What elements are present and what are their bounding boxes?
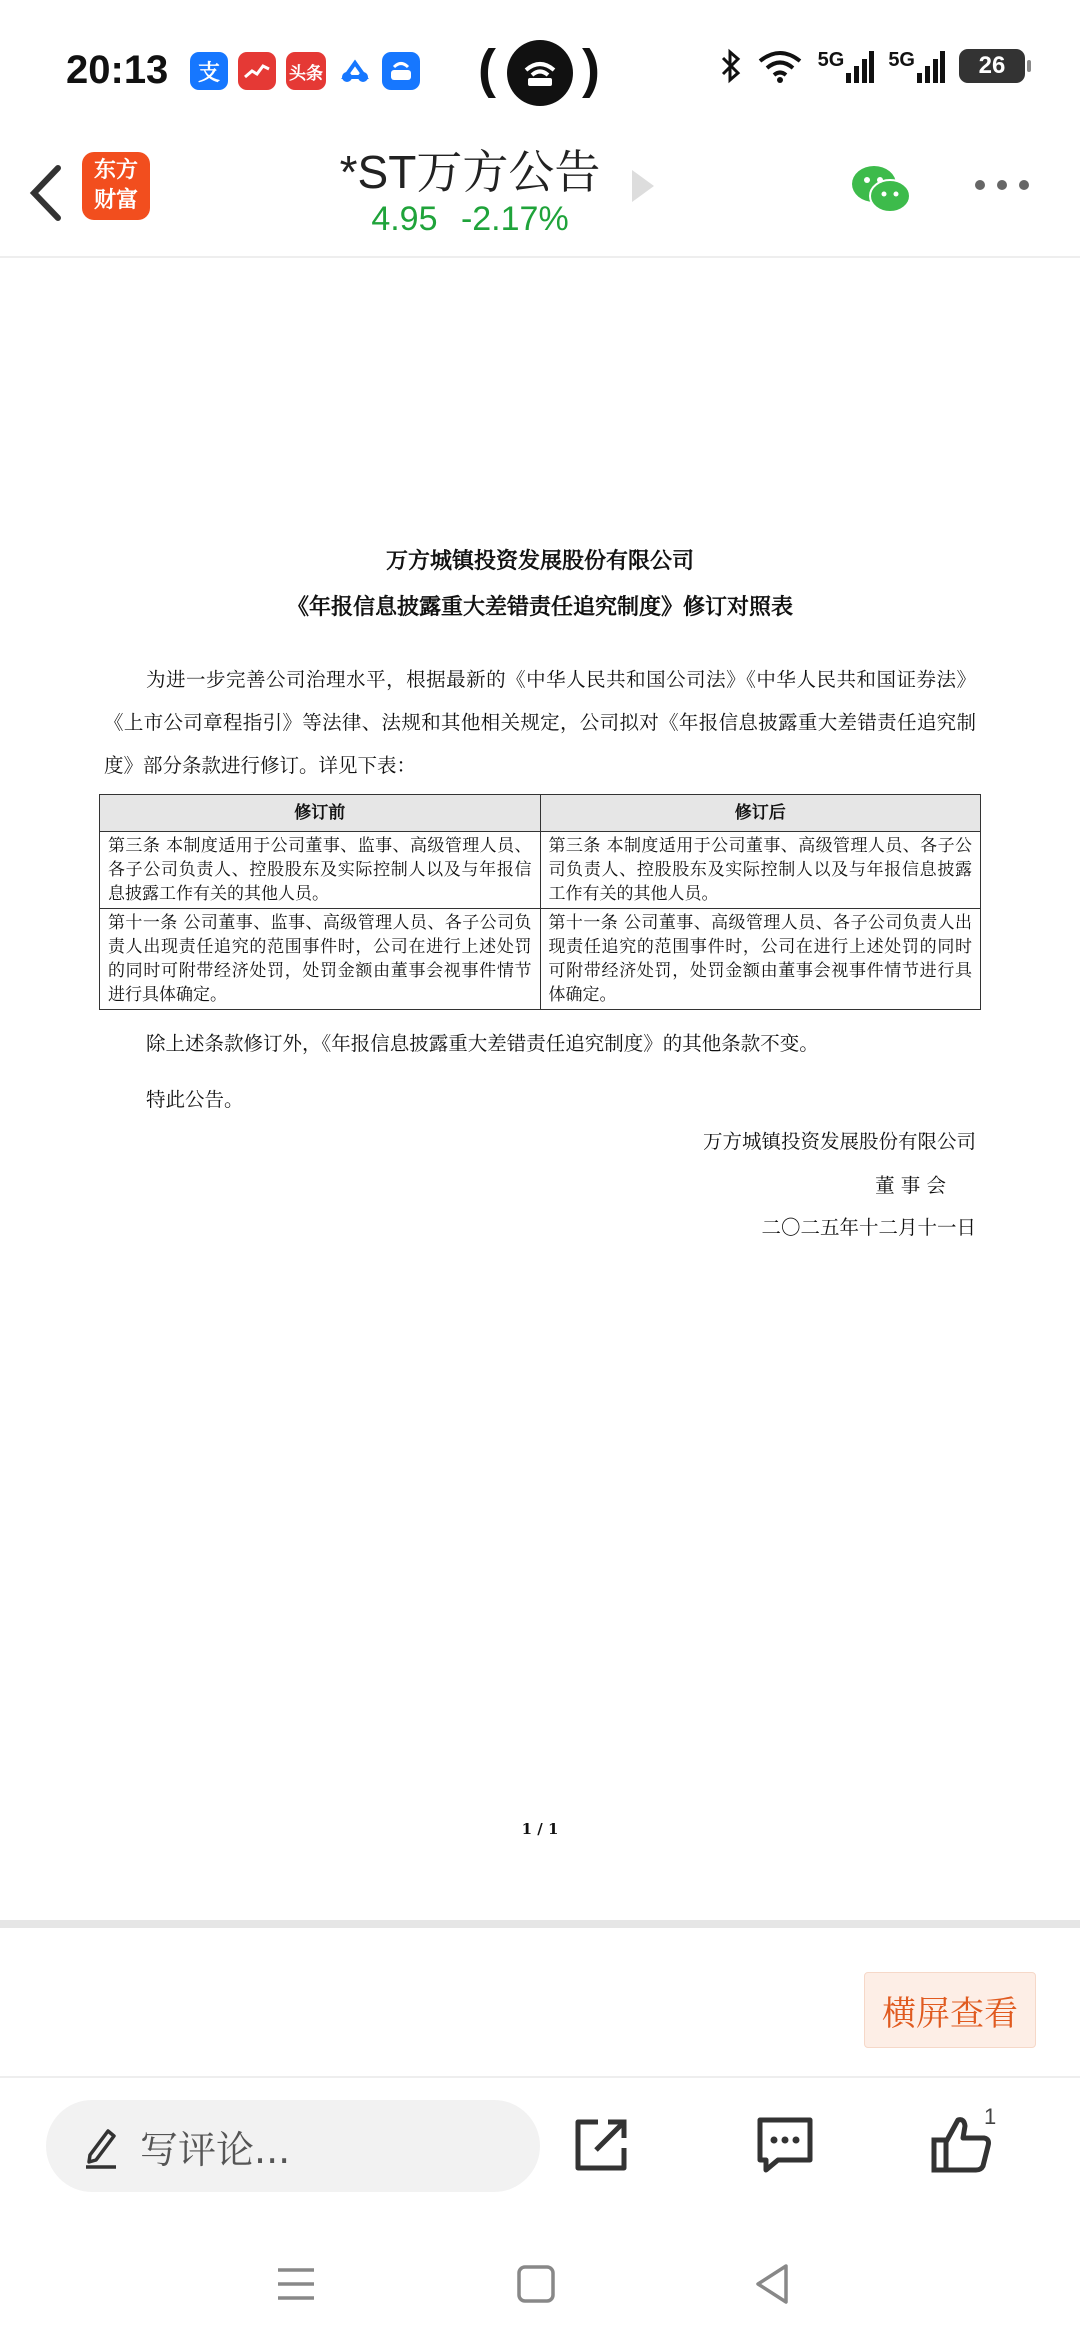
toolbar-divider (0, 2076, 1080, 2078)
router-app-icon (382, 52, 420, 90)
signal-icon-2: 5G (888, 49, 945, 83)
comment-input[interactable] (46, 2100, 540, 2192)
content-divider (0, 1920, 1080, 1928)
table-cell: 第三条 本制度适用于公司董事、监事、高级管理人员、各子公司负责人、控股股东及实际控制人以及与年报信息披露工作有关的其他人员。 (100, 832, 541, 909)
stock-app-icon (238, 52, 276, 90)
play-arrow-icon[interactable] (632, 170, 654, 202)
pencil-icon (82, 2123, 120, 2169)
table-header-before: 修订前 (100, 795, 541, 832)
system-nav-bar (0, 2240, 1080, 2340)
comment-placeholder: 写评论... (140, 2127, 291, 2172)
menu-nav-icon[interactable] (276, 2264, 316, 2304)
toutiao-icon: 头条 (286, 52, 326, 90)
signal-icon-1: 5G (818, 49, 875, 83)
table-row (100, 909, 981, 1010)
table-cell: 第三条 本制度适用于公司董事、高级管理人员、各子公司负责人、控股股东及实际控制人以及与年报信息披露工作有关的其他人员。 (540, 832, 981, 909)
hotspot-pill (485, 38, 595, 108)
table-header-row (100, 795, 981, 832)
bluetooth-icon (720, 48, 742, 84)
stock-change: -2.17% (460, 200, 569, 238)
battery-icon: 26 (959, 49, 1025, 83)
after-table-text: 除上述条款修订外，《年报信息披露重大差错责任追究制度》的其他条款不变。 (146, 1032, 819, 1055)
comments-icon[interactable] (752, 2112, 818, 2178)
landscape-view-button[interactable]: 横屏查看 (864, 1972, 1036, 2048)
closing-text: 特此公告。 (146, 1088, 244, 1111)
signature-board: 董 事 会 (875, 1174, 946, 1197)
announcement-document (0, 258, 1080, 1918)
app-header (0, 130, 1080, 258)
share-icon[interactable] (568, 2112, 634, 2178)
document-title: 《年报信息披露重大差错责任追究制度》修订对照表 (286, 594, 793, 620)
home-nav-icon[interactable] (516, 2264, 556, 2304)
more-options-icon[interactable] (975, 180, 1029, 190)
signature-date: 二〇二五年十二月十一日 (761, 1216, 976, 1239)
table-header-after: 修订后 (540, 795, 981, 832)
page-number: 1 / 1 (521, 1820, 559, 1838)
table-row (100, 832, 981, 909)
table-cell: 第十一条 公司董事、高级管理人员、各子公司负责人出现责任追究的范围事件时，公司在进行上述处罚的同时可附带经济处罚，处罚金额由董事会视事件情节进行具体确定。 (540, 909, 981, 1010)
cloud-app-icon (336, 52, 374, 90)
signature-company: 万方城镇投资发展股份有限公司 (702, 1130, 976, 1153)
intro-paragraph: 为进一步完善公司治理水平，根据最新的《中华人民共和国公司法》《中华人民共和国证券法》《上市公司章程指引》等法律、法规和其他相关规定，公司拟对《年报信息披露重大差错责任追究制度》部分条款进行修订。详见下表： (104, 668, 976, 777)
table-cell: 第十一条 公司董事、监事、高级管理人员、各子公司负责人出现责任追究的范围事件时，公司在进行上述处罚的同时可附带经济处罚，处罚金额由董事会视事件情节进行具体确定。 (100, 909, 541, 1010)
page-title: *ST万方公告 (339, 146, 601, 198)
system-icons (720, 48, 1025, 84)
alipay-icon: 支 (190, 52, 228, 90)
stock-quote[interactable] (300, 200, 640, 239)
hotspot-icon (507, 40, 573, 106)
like-count: 1 (984, 2104, 997, 2129)
stock-price: 4.95 (371, 200, 438, 238)
company-title: 万方城镇投资发展股份有限公司 (385, 548, 694, 574)
wechat-share-icon[interactable] (850, 160, 912, 220)
wifi-icon (756, 49, 804, 83)
eastmoney-logo: 东方 财富 (82, 152, 150, 220)
status-time: 20:13 (66, 48, 169, 92)
back-arrow-icon[interactable] (24, 158, 68, 228)
revision-table (99, 794, 981, 1010)
right-paren: ) (582, 39, 600, 99)
left-paren: ( (478, 39, 496, 99)
back-nav-icon[interactable] (752, 2262, 792, 2306)
status-bar (0, 0, 1080, 130)
